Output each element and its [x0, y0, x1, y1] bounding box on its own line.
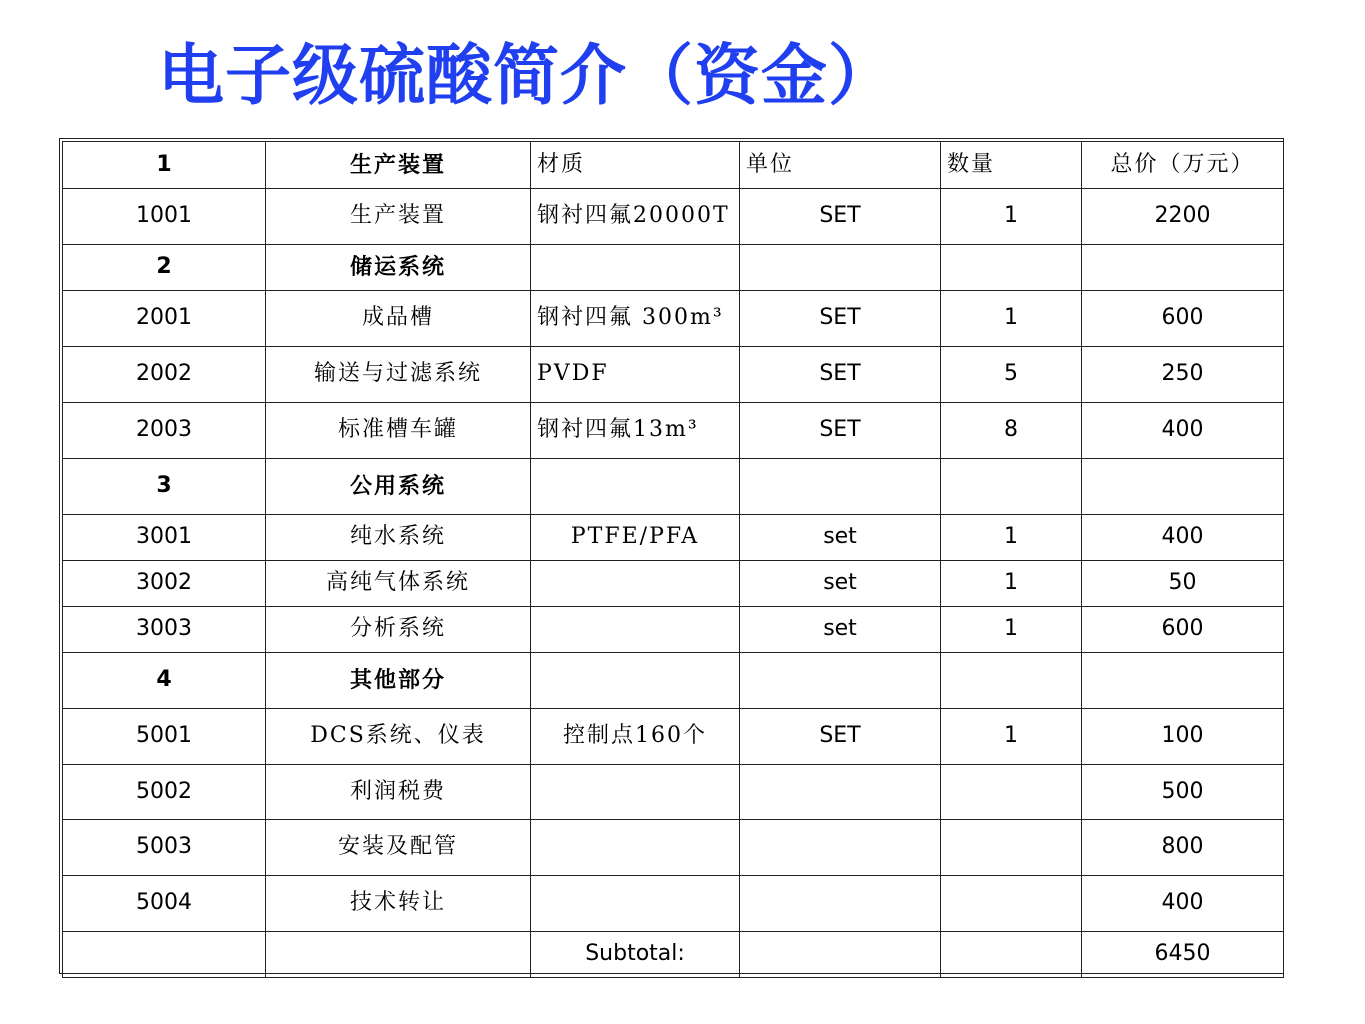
cell-qty [941, 876, 1082, 932]
cell-no: 2001 [63, 291, 266, 347]
cell-no: 5003 [63, 820, 266, 876]
header-qty: 数量 [941, 142, 1082, 189]
cell-material [531, 765, 740, 820]
cell-total: 250 [1082, 347, 1284, 403]
cell-no: 5001 [63, 709, 266, 765]
cell-device: 标准槽车罐 [266, 403, 531, 459]
header-device: 生产装置 [266, 142, 531, 189]
table-row [63, 291, 1284, 347]
table-header-row [63, 142, 1284, 189]
cell-total: 400 [1082, 403, 1284, 459]
cell-total [1082, 459, 1284, 515]
cell-unit [740, 765, 941, 820]
table-row [63, 876, 1284, 932]
header-material: 材质 [531, 142, 740, 189]
section-row [63, 245, 1284, 291]
section-row [63, 459, 1284, 515]
cell-device: 输送与过滤系统 [266, 347, 531, 403]
cell-unit: set [740, 561, 941, 607]
cell-device: 安装及配管 [266, 820, 531, 876]
cell-qty [941, 245, 1082, 291]
cell-material: PVDF [531, 347, 740, 403]
cell-no: 2003 [63, 403, 266, 459]
cell-empty [266, 932, 531, 978]
cell-unit: set [740, 515, 941, 561]
cell-unit: set [740, 607, 941, 653]
cell-device: DCS系统、仪表 [266, 709, 531, 765]
cell-no: 5002 [63, 765, 266, 820]
cell-material [531, 245, 740, 291]
cell-material [531, 561, 740, 607]
cell-qty [941, 653, 1082, 709]
header-unit: 单位 [740, 142, 941, 189]
cell-unit: SET [740, 291, 941, 347]
cell-material [531, 876, 740, 932]
subtotal-label: Subtotal: [531, 932, 740, 978]
cell-total: 2200 [1082, 189, 1284, 245]
cell-qty: 1 [941, 709, 1082, 765]
cell-material: 钢衬四氟20000T [531, 189, 740, 245]
cell-device: 技术转让 [266, 876, 531, 932]
cell-unit: SET [740, 403, 941, 459]
cell-qty: 1 [941, 291, 1082, 347]
cell-empty [63, 932, 266, 978]
cell-device: 成品槽 [266, 291, 531, 347]
table-row [63, 189, 1284, 245]
cell-unit: SET [740, 347, 941, 403]
cell-no: 2 [63, 245, 266, 291]
subtotal-value: 6450 [1082, 932, 1284, 978]
cell-material [531, 820, 740, 876]
cell-unit [740, 820, 941, 876]
table-row [63, 347, 1284, 403]
cell-device: 高纯气体系统 [266, 561, 531, 607]
page-title: 电子级硫酸简介（资金） [158, 37, 895, 114]
cell-total: 800 [1082, 820, 1284, 876]
cell-unit [740, 459, 941, 515]
cell-total: 400 [1082, 876, 1284, 932]
table-row [63, 403, 1284, 459]
cell-qty [941, 820, 1082, 876]
cell-total: 600 [1082, 291, 1284, 347]
cell-no: 1001 [63, 189, 266, 245]
cell-unit [740, 245, 941, 291]
cell-qty: 1 [941, 561, 1082, 607]
cell-no: 3001 [63, 515, 266, 561]
cell-qty: 1 [941, 515, 1082, 561]
table-row [63, 765, 1284, 820]
cell-no: 3 [63, 459, 266, 515]
cell-material [531, 607, 740, 653]
cell-unit: SET [740, 189, 941, 245]
cell-material [531, 653, 740, 709]
subtotal-row [63, 932, 1284, 978]
section-row [63, 653, 1284, 709]
cell-empty [941, 932, 1082, 978]
cell-total [1082, 245, 1284, 291]
cell-total: 100 [1082, 709, 1284, 765]
cell-no: 3003 [63, 607, 266, 653]
table-row [63, 709, 1284, 765]
cell-total: 50 [1082, 561, 1284, 607]
cell-material: 钢衬四氟 300m³ [531, 291, 740, 347]
header-no: 1 [63, 142, 266, 189]
cell-unit [740, 876, 941, 932]
cell-total: 500 [1082, 765, 1284, 820]
table-row [63, 515, 1284, 561]
cost-table [62, 141, 1284, 978]
cell-qty [941, 765, 1082, 820]
cell-no: 4 [63, 653, 266, 709]
cell-qty [941, 459, 1082, 515]
cell-total [1082, 653, 1284, 709]
cell-qty: 1 [941, 607, 1082, 653]
cell-device: 利润税费 [266, 765, 531, 820]
cell-qty: 5 [941, 347, 1082, 403]
table-row [63, 607, 1284, 653]
cell-material [531, 459, 740, 515]
cell-device: 储运系统 [266, 245, 531, 291]
cell-no: 5004 [63, 876, 266, 932]
cell-material: PTFE/PFA [531, 515, 740, 561]
table-row [63, 820, 1284, 876]
cell-no: 2002 [63, 347, 266, 403]
cell-device: 其他部分 [266, 653, 531, 709]
cell-unit [740, 653, 941, 709]
header-total: 总价（万元） [1082, 142, 1284, 189]
cell-empty [740, 932, 941, 978]
cell-device: 公用系统 [266, 459, 531, 515]
cell-total: 600 [1082, 607, 1284, 653]
cell-device: 分析系统 [266, 607, 531, 653]
cell-device: 生产装置 [266, 189, 531, 245]
cell-qty: 8 [941, 403, 1082, 459]
table-row [63, 561, 1284, 607]
cell-qty: 1 [941, 189, 1082, 245]
cell-total: 400 [1082, 515, 1284, 561]
cell-material: 钢衬四氟13m³ [531, 403, 740, 459]
cell-no: 3002 [63, 561, 266, 607]
cell-device: 纯水系统 [266, 515, 531, 561]
cell-unit: SET [740, 709, 941, 765]
cost-table-frame [59, 138, 1284, 974]
cell-material: 控制点160个 [531, 709, 740, 765]
